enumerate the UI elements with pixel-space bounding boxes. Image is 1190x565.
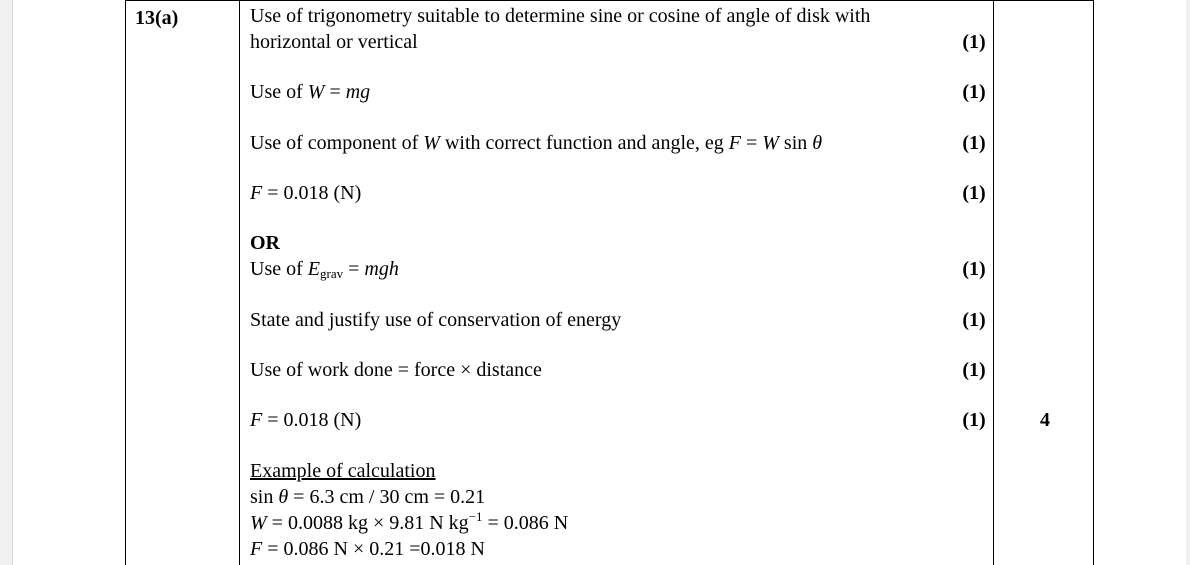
mark-egrav: (1): [962, 258, 986, 280]
trig-line-2: horizontal or vertical: [250, 31, 418, 53]
conservation-line: State and justify use of conservation of energy: [250, 309, 622, 331]
column-divider-question: [239, 0, 240, 565]
left-margin: [0, 0, 13, 565]
work-done-line: Use of work done = force × distance: [250, 359, 542, 381]
egrav-line: Use of $E_{grav}$ = mgh: [250, 258, 399, 281]
or-heading: OR: [250, 232, 280, 254]
right-margin: [1186, 0, 1190, 565]
question-number: 13(a): [135, 7, 179, 29]
calc-line-3: F = 0.086 N × 0.21 =0.018 N: [250, 538, 485, 560]
column-divider-total: [1093, 0, 1094, 565]
table-top-border: [125, 0, 1094, 1]
trig-line-1: Use of trigonometry suitable to determine sine or cosine of angle of disk with: [250, 5, 871, 27]
weight-line: Use of W = mg: [250, 81, 371, 103]
column-divider-left: [125, 0, 126, 565]
force-result-line: F = 0.018 (N): [250, 182, 362, 204]
mark-trig: (1): [962, 31, 986, 53]
mark-force-result-2: (1): [962, 409, 986, 431]
mark-component: (1): [962, 132, 986, 154]
mark-conservation: (1): [962, 309, 986, 331]
calc-line-2: W = 0.0088 kg × 9.81 N $kg^{-1} = 0.086$ N: [250, 509, 569, 534]
total-marks: 4: [1040, 409, 1050, 431]
column-divider-marks: [993, 0, 994, 565]
example-heading: Example of calculation: [250, 460, 436, 482]
mark-force-result: (1): [962, 182, 986, 204]
component-line: Use of component of W with correct function and angle, eg F = W sin θ: [250, 132, 823, 154]
force-result-line-2: F = 0.018 (N): [250, 409, 362, 431]
mark-work-done: (1): [962, 359, 986, 381]
mark-weight: (1): [962, 81, 986, 103]
calc-line-1: sin θ = 6.3 cm / 30 cm = 0.21: [250, 486, 486, 508]
